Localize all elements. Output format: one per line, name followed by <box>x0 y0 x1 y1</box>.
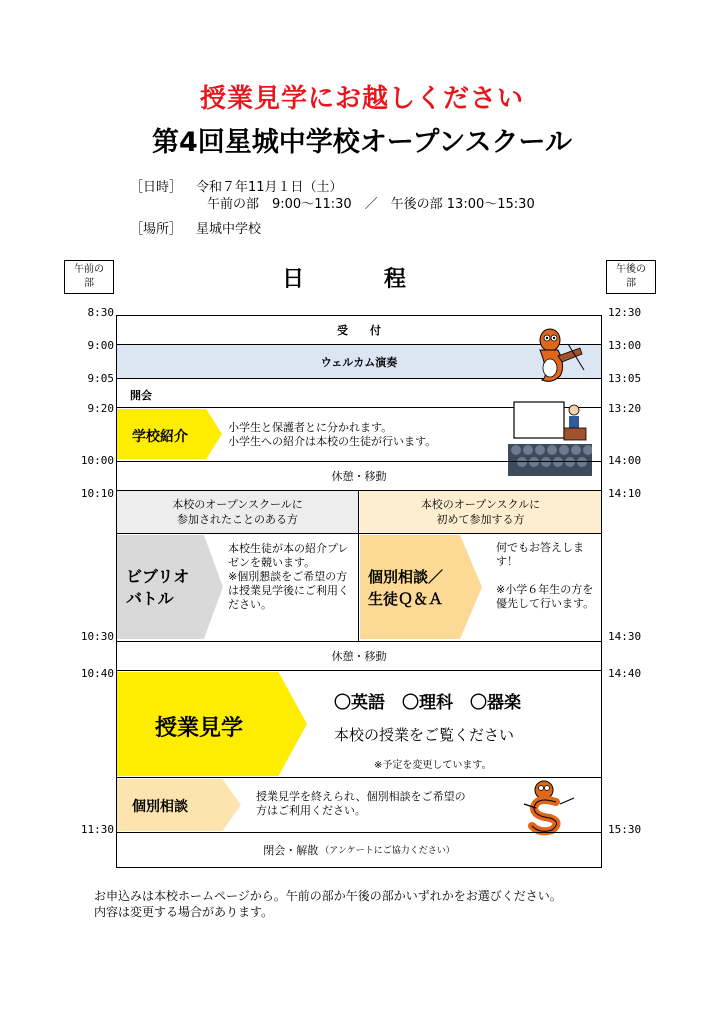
school-intro-text-2: 小学生への紹介は本校の生徒が行います。 <box>228 435 437 448</box>
class-visit-label: 授業見学 <box>155 716 244 741</box>
mascot-icon <box>516 778 580 836</box>
individual-text: 授業見学を終えられ、個別相談をご希望の方はご利用ください。 <box>256 790 466 817</box>
place-label: ［場所］ <box>130 222 183 237</box>
date-value: 令和７年11月１日（土） <box>196 180 343 195</box>
time-am: 10:40 <box>80 667 114 680</box>
closing-label: 閉会・解散 <box>263 843 319 857</box>
class-visit-text: 本校の授業をご覧ください <box>334 726 515 744</box>
violin-mascot-icon <box>528 326 588 384</box>
time-pm: 14:30 <box>608 630 642 643</box>
school-intro-label: 学校紹介 <box>132 429 188 445</box>
footer-line-2: 内容は変更する場合があります。 <box>94 905 274 919</box>
closing-row <box>116 833 602 866</box>
break-row-2: 休憩・移動 <box>331 650 387 663</box>
schedule-title: 日 程 <box>282 267 442 292</box>
time-pm: 14:10 <box>608 487 642 500</box>
break-row-1: 休憩・移動 <box>331 470 387 483</box>
time-am: 10:30 <box>80 630 114 643</box>
first-time-header: 本校のオープンスクルに 初めて参加する方 <box>360 491 601 533</box>
consult-text: 何でもお答えします！ ※小学６年生の方を優先して行います。 <box>496 541 595 610</box>
class-visit-note: ※予定を変更しています。 <box>374 760 492 771</box>
attended-before-header: 本校のオープンスクールに 参加されたことのある方 <box>117 491 358 533</box>
divider <box>116 670 602 671</box>
closing-note: （アンケートにご協力ください） <box>320 846 455 856</box>
time-pm: 12:30 <box>608 306 642 319</box>
time-am: 11:30 <box>80 823 114 836</box>
pm-session-label: 午後の部 <box>616 264 646 289</box>
individual-label: 個別相談 <box>132 799 188 815</box>
time-am: 10:00 <box>80 454 114 467</box>
opening-label: 開会 <box>130 389 152 402</box>
biblio-label: ビブリオ バトル <box>126 567 190 608</box>
reception-row: 受 付 <box>337 324 381 337</box>
biblio-text: 本校生徒が本の紹介プレゼンを競います。 ※個別懇談をご希望の方は授業見学後にご利用ください。 <box>228 542 349 611</box>
place-value: 星城中学校 <box>196 222 262 237</box>
session-times: 午前の部 9:00～11:30 ／ 午後の部 13:00～15:30 <box>207 197 535 212</box>
time-am: 9:00 <box>87 339 114 352</box>
time-pm: 14:40 <box>608 667 642 680</box>
time-pm: 13:00 <box>608 339 642 352</box>
divider <box>116 533 602 534</box>
page-title: 第4回星城中学校オープンスクール <box>151 127 572 158</box>
footer-line-1: お申込みは本校ホームページから。午前の部か午後の部かいずれかをお選びください。 <box>94 889 562 903</box>
subjects-list: 〇英語 〇理科 〇器楽 <box>334 693 521 713</box>
time-pm: 14:00 <box>608 454 642 467</box>
time-am: 9:20 <box>87 402 114 415</box>
time-pm: 15:30 <box>608 823 642 836</box>
time-am: 8:30 <box>87 306 114 319</box>
split-divider <box>358 490 359 641</box>
am-session-label: 午前の部 <box>74 264 104 289</box>
invite-heading: 授業見学にお越しください <box>199 84 524 114</box>
time-pm: 13:20 <box>608 402 642 415</box>
welcome-row: ウェルカム演奏 <box>117 345 601 378</box>
time-am: 9:05 <box>87 372 114 385</box>
time-am: 10:10 <box>80 487 114 500</box>
date-label: ［日時］ <box>130 180 183 195</box>
time-pm: 13:05 <box>608 372 642 385</box>
school-intro-text-1: 小学生と保護者とに分かれます。 <box>228 421 393 434</box>
consult-label: 個別相談／ 生徒Ｑ＆Ａ <box>368 568 444 608</box>
